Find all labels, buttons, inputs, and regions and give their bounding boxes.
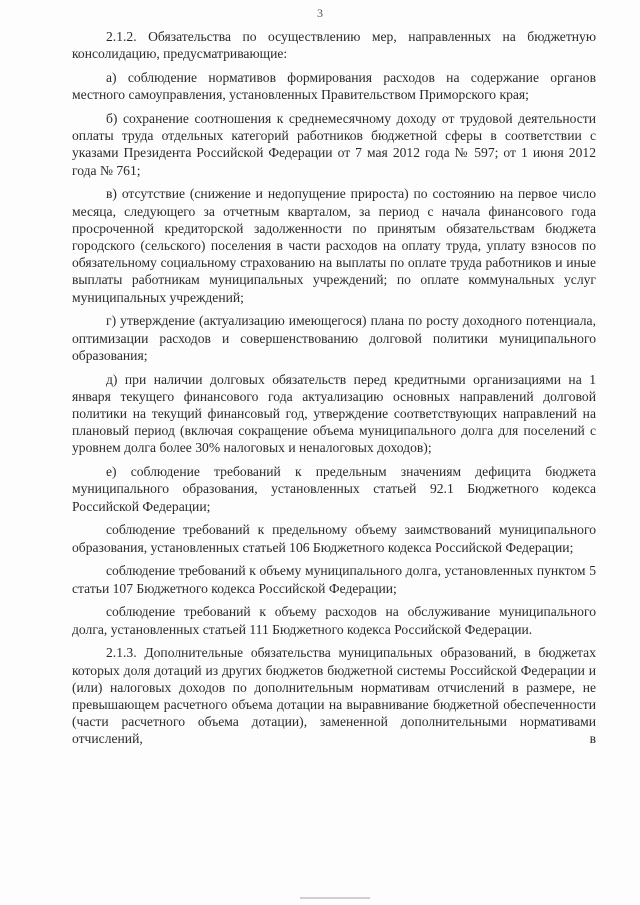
paragraph-item-b: б) сохранение соотношения к среднемесячному доходу от трудовой деятельности оплаты труда отдельных категорий работников бюджетной сферы в соответствии с указами Президента Российской Федерации от 7 мая 2012 года № 597; от 1 июня 2012 года № 761; [72,111,596,178]
paragraph-2-1-3: 2.1.3. Дополнительные обязательства муниципальных образований, в бюджетах которых доля дотаций из других бюджетов бюджетной системы Российской Федерации и (или) налоговых доходов по дополнительным нормативам отчислений в размере, не превышающем расчетного объема дотации на выравнивание бюджетной обеспеченности (части расчетного объема дотации), замененной дополнительными нормативами отчислений, в [72,645,596,747]
paragraph-item-g: г) утверждение (актуализацию имеющегося) плана по росту доходного потенциала, оптимизации расходов и совершенствованию долговой политики муниципального образования; [72,313,596,363]
paragraph-item-e: е) соблюдение требований к предельным значениям дефицита бюджета муниципального образования, установленных статьей 92.1 Бюджетного кодекса Российской Федерации; [72,464,596,514]
paragraph-borrowing-limit: соблюдение требований к предельному объему заимствований муниципального образования, установленных статьей 106 Бюджетного кодекса Российской Федерации; [72,522,596,555]
paragraph-item-d: д) при наличии долговых обязательств перед кредитными организациями на 1 января текущего финансового года актуализацию основных направлений долговой политики на текущий финансовый год, утверждение соответствующих направлений на плановый период (включая сокращение объема муниципального долга для поселений с уровнем долга более 30% налоговых и неналоговых доходов); [72,371,596,456]
paragraph-item-v: в) отсутствие (снижение и недопущение прироста) по состоянию на первое число месяца, следующего за отчетным кварталом, за период с начала финансового года просроченной кредиторской задолженности по принятым обязательствам бюджета городского (сельского) поселения в части расходов на оплату труда, уплату взносов по обязательному социальному страхованию на выплаты по оплате труда работников и иные выплаты работникам муниципальных учреждений; по оплате коммунальных услуг муниципальных учреждений; [72,186,596,305]
page-number: 3 [317,6,323,20]
paragraph-debt-service: соблюдение требований к объему расходов на обслуживание муниципального долга, установленных статьей 111 Бюджетного кодекса Российской Федерации. [72,604,596,637]
scan-artifact [300,897,370,899]
document-body [72,28,596,754]
paragraph-item-a: а) соблюдение нормативов формирования расходов на содержание органов местного самоуправления, установленных Правительством Приморского края; [72,70,596,103]
paragraph-debt-limit: соблюдение требований к объему муниципального долга, установленных пунктом 5 статьи 107 Бюджетного кодекса Российской Федерации; [72,563,596,596]
paragraph-2-1-2: 2.1.2. Обязательства по осуществлению мер, направленных на бюджетную консолидацию, предусматривающие: [72,29,596,62]
